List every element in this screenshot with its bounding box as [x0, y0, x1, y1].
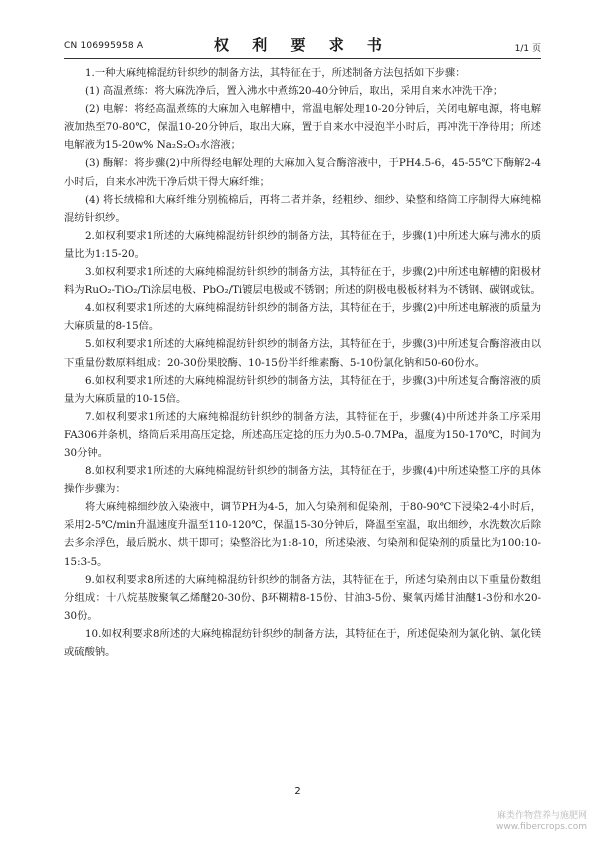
claim-5: 5.如权利要求1所述的大麻纯棉混纺针织纱的制备方法，其特征在于，步骤(3)中所述复合酶溶液由以下重量份数原料组成：20-30份果胶酶、10-15份半纤维素酶、5-10份氯化钠和50-60份水。: [64, 338, 541, 369]
site-watermark: [496, 811, 587, 833]
claim-3: 3.如权利要求1所述的大麻纯棉混纺针织纱的制备方法，其特征在于，步骤(2)中所述电解槽的阳极材料为RuO₂-TiO₂/Ti涂层电极、PbO₂/Ti镀层电极或不锈钢；所述的阴极电极板材料为不锈钢、碳钢或钛。: [64, 266, 541, 297]
document-title: 权 利 要 求 书: [214, 36, 391, 54]
claim-2: 2.如权利要求1所述的大麻纯棉混纺针织纱的制备方法，其特征在于，步骤(1)中所述大麻与沸水的质量比为1:15-20。: [64, 229, 541, 260]
header-rule: [64, 58, 541, 59]
claim-10: 10.如权利要求8所述的大麻纯棉混纺针织纱的制备方法，其特征在于，所述促染剂为氯化钠、氯化镁或硫酸钠。: [64, 627, 541, 658]
page-indicator: 1/1 页: [514, 44, 541, 54]
claim-1: 1.一种大麻纯棉混纺针织纱的制备方法，其特征在于，所述制备方法包括如下步骤：: [85, 67, 466, 79]
claim-8-detail: 将大麻纯棉细纱放入染液中，调节PH为4-5，加入匀染剂和促染剂，于80-90℃下浸染2-4小时后，采用2-5℃/min升温速度升温至110-120℃，保温15-30分钟后，降温至室温，取出细纱，水洗数次后除去多余浮色，最后脱水、烘干即可；染整浴比为1:8-10，所述染液、匀染剂和促染剂的质量比为100:10-15:3-5。: [64, 501, 541, 568]
claim-8: 8.如权利要求1所述的大麻纯棉混纺针织纱的制备方法，其特征在于，步骤(4)中所述染整工序的具体操作步骤为：: [64, 465, 541, 496]
claim-1-step-2: (2) 电解：将经高温煮练的大麻加入电解槽中，常温电解处理10-20分钟后，关闭电解电源，将电解液加热至70-80℃，保温10-20分钟后，取出大麻，置于自来水中浸泡半小时后，再冲洗干净待用；所述电解液为15-20w% Na₂S₂O₃水溶液；: [64, 103, 541, 152]
document-number: CN 106995958 A: [64, 41, 144, 51]
page-header: [64, 34, 541, 56]
watermark-name: 麻类作物营养与施肥网: [496, 811, 587, 821]
claim-1-step-4: (4) 将长绒棉和大麻纤维分别梳棉后，再将二者并条，经粗纱、细纱、染整和络筒工序制得大麻纯棉混纺针织纱。: [64, 193, 541, 224]
claim-1-step-3: (3) 酶解：将步骤(2)中所得经电解处理的大麻加入复合酶溶液中，于PH4.5-6，45-55℃下酶解2-4小时后，自来水冲洗干净后烘干得大麻纤维；: [64, 157, 541, 188]
watermark-url: www.fibercrops.com: [496, 822, 587, 832]
claim-6: 6.如权利要求1所述的大麻纯棉混纺针织纱的制备方法，其特征在于，步骤(3)中所述复合酶溶液的质量为大麻质量的10-15倍。: [64, 374, 541, 405]
page-number: 2: [294, 786, 301, 797]
claim-7: 7.如权利要求1所述的大麻纯棉混纺针织纱的制备方法，其特征在于，步骤(4)中所述并条工序采用FA306并条机，络筒后采用高压定捻，所述高压定捻的压力为0.5-0.7MPa，温度为150-170℃，时间为30分钟。: [64, 410, 541, 459]
claim-1-step-1: (1) 高温煮练：将大麻洗净后，置入沸水中煮练20-40分钟后，取出，采用自来水冲洗干净；: [85, 85, 504, 98]
claims-body: [64, 64, 541, 661]
claim-9: 9.如权利要求8所述的大麻纯棉混纺针织纱的制备方法，其特征在于，所述匀染剂由以下重量份数组分组成：十八烷基胺聚氧乙烯醚20-30份、β环糊精8-15份、甘油3-5份、聚氧丙烯甘油醚1-3份和水20-30份。: [64, 573, 541, 622]
claim-4: 4.如权利要求1所述的大麻纯棉混纺针织纱的制备方法，其特征在于，步骤(2)中所述电解液的质量为大麻质量的8-15倍。: [64, 302, 541, 333]
